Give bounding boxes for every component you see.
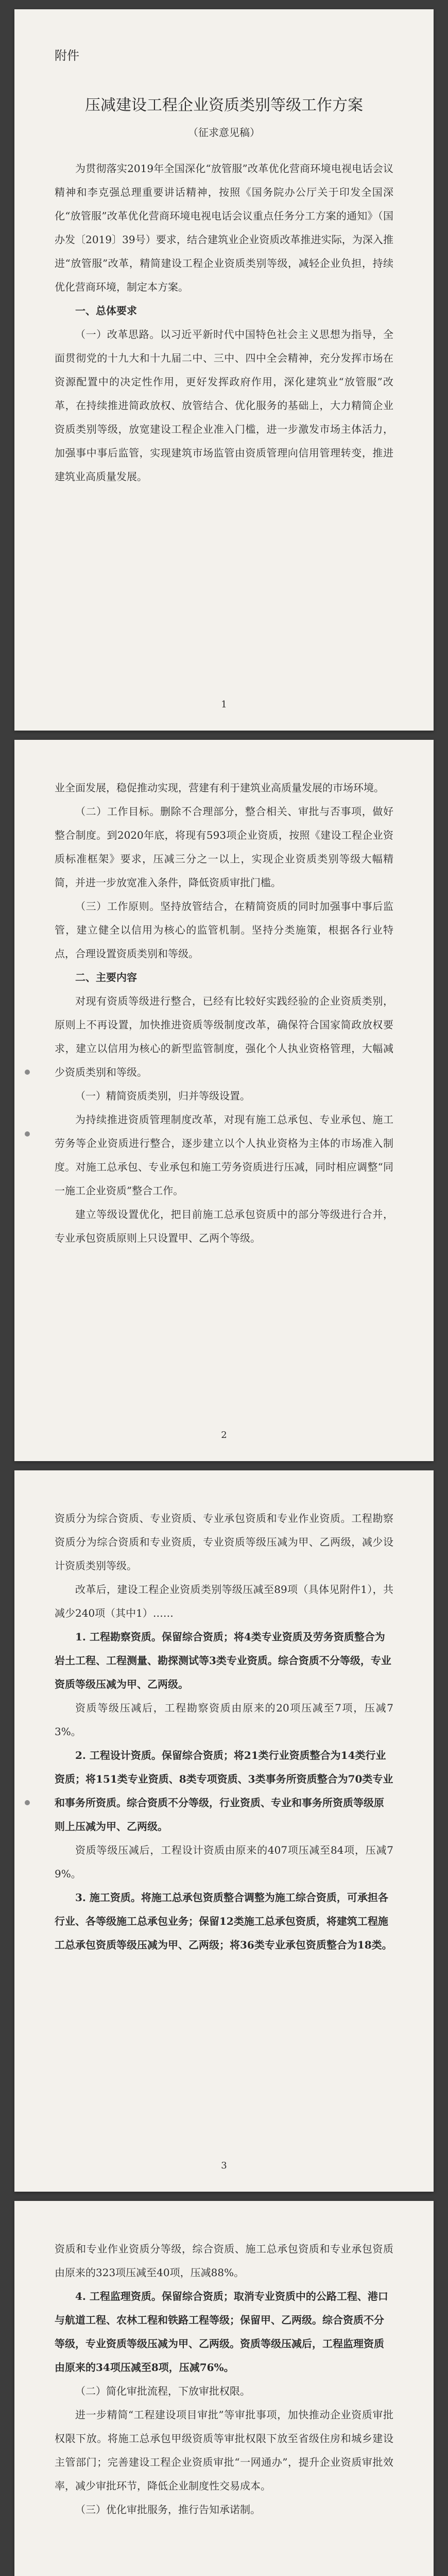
document-subtitle: （征求意见稿） — [188, 126, 260, 139]
item-heading: 3. 施工资质。将施工总承包资质整合调整为施工综合资质，可承担各行业、各等级施工总承包业务；保留12类施工总承包资质，将建筑工程施工总承包资质等级压减为甲、乙两级；将36类专业承包资质整合为18类。 — [55, 1891, 392, 1951]
paragraph: 为持续推进资质管理制度改革，对现有施工总承包、专业承包、施工劳务等企业资质进行整合，逐步建立以个人执业资格为主体的市场准入制度。对施工总承包、专业承包和施工劳务资质进行压减，同时相应调整“同一施工企业资质”整合工作。 — [55, 1113, 393, 1197]
page-number: 1 — [221, 699, 227, 710]
item-heading: 2. 工程设计资质。保留综合资质；将21类行业资质整合为14类行业资质；将151类专业资质、8类专项资质、3类事务所资质整合为70类专业和事务所资质。综合资质不分等级，行业资质、专业和事务所资质等级原则上压减为甲、乙两级。 — [55, 1749, 393, 1833]
paragraph: 对现有资质等级进行整合，已经有比较好实践经验的企业资质类别，原则上不再设置，加快推进资质等级制度改革，确保符合国家简政放权要求，建立以信用为核心的新型监管制度，强化个人执业资格管理，大幅减少资质类别和等级。 — [55, 995, 393, 1078]
subsection-heading: （三）优化审批服务，推行告知承诺制。 — [75, 2503, 261, 2516]
paragraph: 改革后，建设工程企业资质类别等级压减至89项（具体见附件1），共减少240项（其中1）…… — [55, 1583, 393, 1619]
paragraph: 资质等级压减后，工程设计资质由原来的407项压减至84项，压减79%。 — [55, 1844, 393, 1880]
paragraph: （二）工作目标。删除不合理部分，整合相关、审批与否事项，做好整合制度。到2020年底，将现有593项企业资质，按照《建设工程企业资质标准框架》要求，压减三分之一以上，实现企业资质类别等级大幅精简，并进一步放宽准入条件，降低资质审批门槛。 — [55, 805, 393, 889]
attachment-label: 附件 — [55, 48, 79, 63]
binding-hole-mark — [25, 1070, 30, 1075]
section-heading: 一、总体要求 — [75, 304, 137, 317]
binding-hole-mark — [25, 1131, 30, 1137]
paragraph: 建立等级设置优化，把目前施工总承包资质中的部分等级进行合并，专业承包资质原则上只设置甲、乙两个等级。 — [55, 1208, 393, 1244]
page-number: 2 — [221, 1430, 227, 1440]
page-number: 3 — [221, 2160, 227, 2171]
item-heading: 4. 工程监理资质。保留综合资质；取消专业资质中的公路工程、港口与航道工程、农林工程和铁路工程等级；保留甲、乙两级。综合资质不分等级，专业资质等级压减为甲、乙两级。资质等级压减后，工程监理资质由原来的34项压减至8项，压减76%。 — [55, 2290, 388, 2374]
paragraph: 资质等级压减后，工程勘察资质由原来的20项压减至7项，压减73%。 — [55, 1702, 393, 1738]
paragraph: 进一步精简“工程建设项目审批”等审批事项，加快推动企业资质审批权限下放。将施工总承包甲级资质等审批权限下放至省级住房和城乡建设主管部门；完善建设工程企业资质审批“一网通办”，提升企业资质审批效率，减少审批环节，降低企业制度性交易成本。 — [55, 2409, 393, 2492]
section-heading: 二、主要内容 — [75, 971, 137, 984]
continued-paragraph: 资质分为综合资质、专业资质、专业承包资质和专业作业资质。工程勘察资质分为综合资质和专业资质，专业资质等级压减为甲、乙两级，减少设计资质类别等级。 — [55, 1512, 393, 1572]
document-title: 压减建设工程企业资质类别等级工作方案 — [85, 96, 363, 114]
document-page-2 — [14, 740, 434, 1461]
document-page-3 — [14, 1470, 434, 2192]
continued-paragraph: 业全面发展，稳促推动实现，营建有利于建筑业高质量发展的市场环境。 — [55, 782, 384, 794]
intro-paragraph: 为贯彻落实2019年全国深化“放管服”改革优化营商环境电视电话会议精神和李克强总理重要讲话精神，按照《国务院办公厅关于印发全国深化“放管服”改革优化营商环境电视电话会议重点任务分工方案的通知》（国办发〔2019〕39号）要求，结合建筑业企业资质改革推进实际，为深入推进“放管服”改革，精简建设工程企业资质类别等级，减轻企业负担，持续优化营商环境，制定本方案。 — [55, 162, 393, 293]
subsection-heading: （二）简化审批流程，下放审批权限。 — [75, 2385, 250, 2397]
item-heading: 1. 工程勘察资质。保留综合资质；将4类专业资质及劳务资质整合为岩土工程、工程测量、勘探测试等3类专业资质。综合资质不分等级，专业资质等级压减为甲、乙两级。 — [55, 1631, 391, 1690]
paragraph: （一）改革思路。以习近平新时代中国特色社会主义思想为指导，全面贯彻党的十九大和十九届二中、三中、四中全会精神，充分发挥市场在资源配置中的决定性作用，更好发挥政府作用，深化建筑业“放管服”改革，在持续推进简政放权、放管结合、优化服务的基础上，大力精简企业资质类别等级，放宽建设工程企业准入门槛，进一步激发市场主体活力，加强事中事后监管，实现建筑市场监管由资质管理向信用管理转变，推进建筑业高质量发展。 — [55, 328, 393, 483]
document-page-4 — [14, 2201, 434, 2576]
paragraph: （三）工作原则。坚持放管结合，在精简资质的同时加强事中事后监管，建立健全以信用为核心的监管机制。坚持分类施策，根据各行业特点，合理设置资质类别和等级。 — [55, 900, 393, 960]
document-page-1 — [14, 9, 434, 731]
continued-paragraph: 资质和专业作业资质分等级，综合资质、施工总承包资质和专业承包资质由原来的323项压减至40项，压减88%。 — [55, 2243, 393, 2279]
subsection-heading: （一）精简资质类别，归并等级设置。 — [75, 1090, 250, 1102]
binding-hole-mark — [25, 1800, 30, 1805]
